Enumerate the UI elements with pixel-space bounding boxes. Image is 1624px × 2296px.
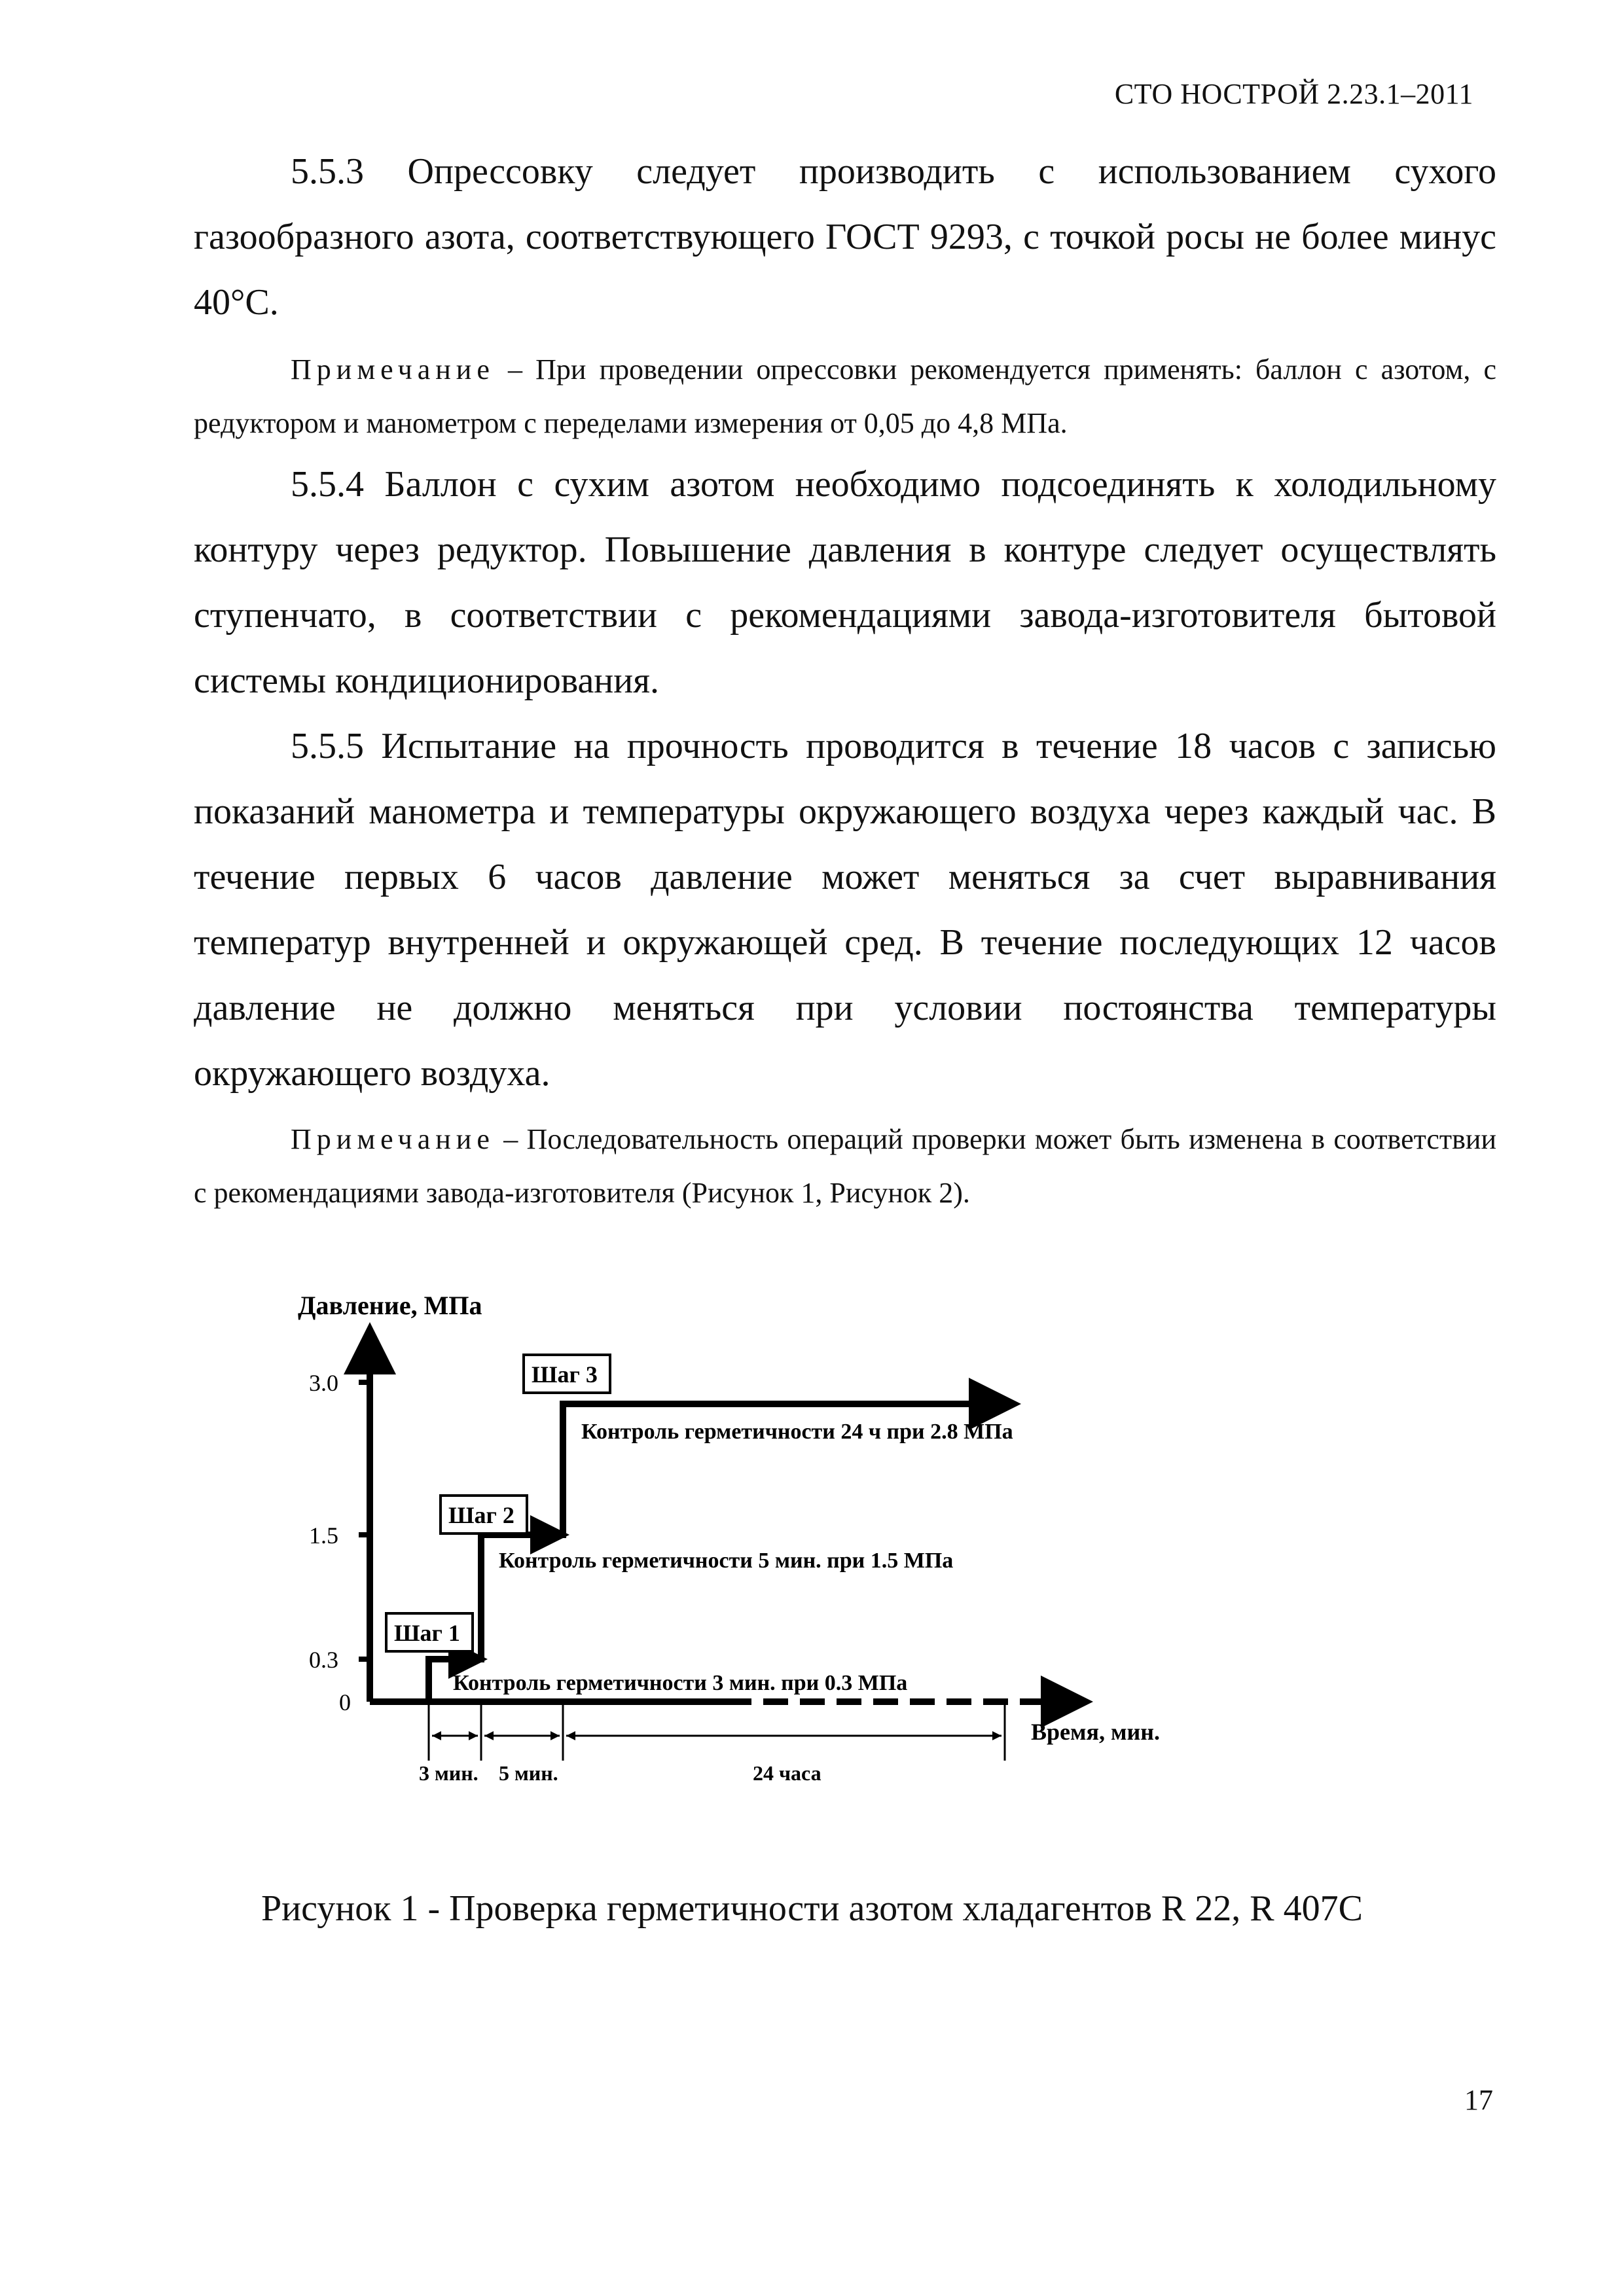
- page-number: 17: [1464, 2084, 1493, 2116]
- figure-caption: Рисунок 1 - Проверка герметичности азотом хладагентов R 22, R 407С: [261, 1888, 1363, 1929]
- tick-label-3-0: 3.0: [309, 1370, 338, 1396]
- step1-control-text: Контроль герметичности 3 мин. при 0.3 МПа: [453, 1671, 908, 1695]
- step2-control-text: Контроль герметичности 5 мин. при 1.5 МПа: [499, 1549, 954, 1573]
- duration-5min: 5 мин.: [499, 1761, 558, 1785]
- document-code-header: СТО НОСТРОЙ 2.23.1–2011: [1114, 78, 1473, 110]
- step1-label: Шаг 1: [394, 1620, 460, 1646]
- y-axis-label: Давление, МПа: [298, 1291, 482, 1320]
- tick-label-1-5: 1.5: [309, 1522, 338, 1549]
- note-2-label: Примечание: [291, 1123, 495, 1155]
- step3-label: Шаг 3: [532, 1361, 598, 1388]
- duration-3min: 3 мин.: [419, 1761, 478, 1785]
- tick-label-0-3: 0.3: [309, 1647, 338, 1673]
- paragraph-5-5-4-text: 5.5.4 Баллон с сухим азотом необходимо подсоединять к холодильному контуру через редуктор. Повышение давления в контуре следует осуществлять ступенчато, в соответствии с рекомендациями завода-изготовителя бытовой системы кондиционирования.: [194, 464, 1496, 701]
- paragraph-5-5-5-text: 5.5.5 Испытание на прочность проводится в течение 18 часов с записью показаний манометра и температуры окружающего воздуха через каждый час. В течение первых 6 часов давление может меняться за счет выравнивания температур внутренней и окружающей сред. В течение последующих 12 часов давление не должно меняться при условии постоянства температуры окружающего воздуха.: [194, 726, 1496, 1094]
- step3-control-text: Контроль герметичности 24 ч при 2.8 МПа: [581, 1420, 1013, 1444]
- note-1-label: Примечание: [291, 353, 495, 386]
- tick-label-0: 0: [339, 1689, 351, 1715]
- note-2-text: – Последовательность операций проверки может быть изменена в соответствии с рекомендациями завода-изготовителя (Рисунок 1, Рисунок 2).: [194, 1123, 1496, 1209]
- x-axis-label: Время, мин.: [1031, 1719, 1161, 1745]
- paragraph-5-5-3-text: 5.5.3 Опрессовку следует производить с использованием сухого газообразного азота, соответствующего ГОСТ 9293, с точкой росы не более минус 40°С.: [194, 151, 1496, 323]
- step2-label: Шаг 2: [448, 1502, 514, 1528]
- note-1-text: – При проведении опрессовки рекомендуется применять: баллон с азотом, с редуктором и манометром с переделами измерения от 0,05 до 4,8 МПа.: [194, 353, 1496, 439]
- duration-24h: 24 часа: [753, 1761, 821, 1785]
